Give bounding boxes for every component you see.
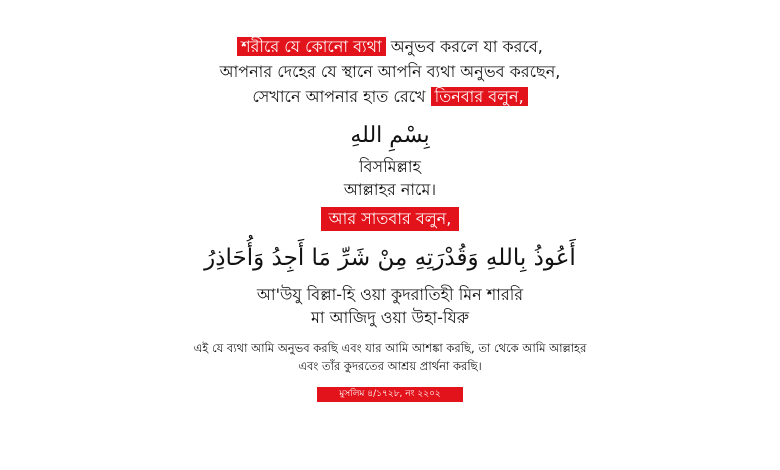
intro-highlight-three-times: তিনবার বলুন, [431, 87, 528, 106]
section2-heading: আর সাতবার বলুন, [321, 207, 460, 231]
dua-meaning: এই যে ব্যথা আমি অনুভব করছি এবং যার আমি আশঙ্কা করছি, তা থেকে আমি আল্লাহর এবং তাঁর কুদরতের আশ্রয় প্রার্থনা করছি। [193, 341, 587, 373]
dua-arabic: أَعُوذُ بِاللهِ وَقُدْرَتِهِ مِنْ شَرِّ مَا أَجِدُ وَأُحَاذِرُ [204, 245, 576, 271]
source-badge: মুসলিম ৪/১৭২৮, নং ২২০২ [317, 387, 463, 402]
dua-card [193, 34, 587, 402]
bismillah-arabic: بِسْمِ اللهِ [350, 123, 430, 148]
dua-transliteration [215, 283, 565, 329]
intro-highlight-pain: শরীরে যে কোনো ব্যথা [237, 37, 386, 56]
intro-text: অনুভব করলে যা করবে, আপনার দেহের যে স্থানে আপনি ব্যথা অনুভব করছেন, সেখানে আপনার হাত রেখে [219, 37, 561, 106]
dua-transliteration-line-2: মা আজিদু ওয়া উহা-যিরু [311, 308, 469, 327]
section2-heading-wrap [215, 207, 565, 231]
source-wrap [215, 381, 565, 402]
dua-transliteration-line-1: আ'উযু বিল্লা-হি ওয়া কুদরাতিহী মিন শাররি [256, 285, 524, 304]
bismillah-transliteration: বিসমিল্লাহ [359, 157, 421, 176]
intro-paragraph [215, 34, 565, 109]
bismillah-meaning: আল্লাহর নামে। [343, 180, 437, 199]
